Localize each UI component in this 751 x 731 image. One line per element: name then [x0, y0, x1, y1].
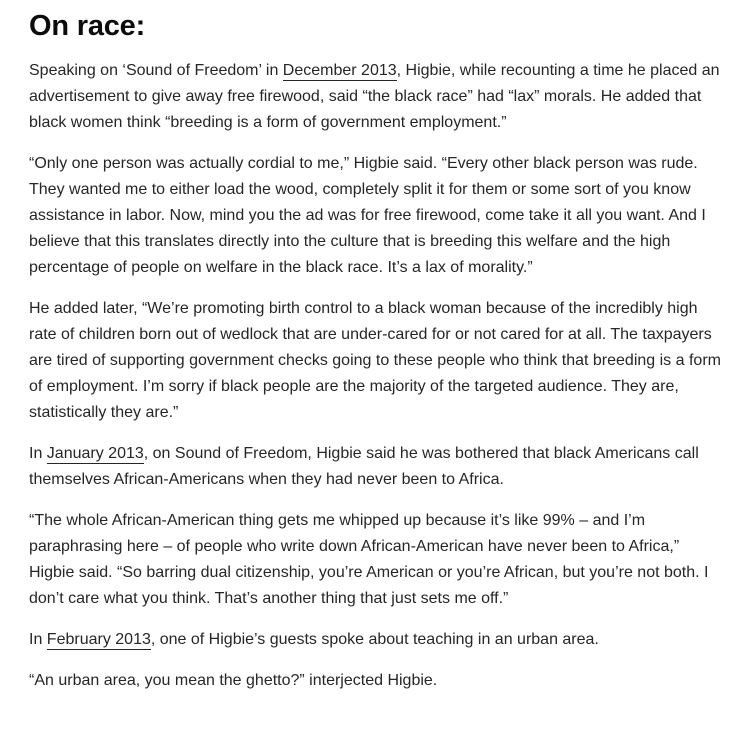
paragraph-6-text-before: In	[29, 631, 47, 648]
section-heading: On race:	[29, 10, 146, 42]
paragraph-6	[29, 627, 721, 653]
link-february-2013[interactable]: February 2013	[46, 631, 151, 648]
paragraph-1	[29, 58, 721, 136]
paragraph-2: “Only one person was actually cordial to me,” Higbie said. “Every other black person was rude. They wanted me to either load the wood, completely split it for them or some sort of you know assistance in labor. Now, mind you the ad was for free firewood, come take it all you want. And I believe that this translates directly into the culture that is breeding this welfare and the high percentage of people on welfare in the black race. It’s a lax of morality.”	[29, 155, 706, 276]
link-january-2013[interactable]: January 2013	[46, 445, 144, 462]
paragraph-5: “The whole African-American thing gets me whipped up because it’s like 99% – and I’m paraphrasing here – of people who write down African-American have never been to Africa,” Higbie said. “So barring dual citizenship, you’re American or you’re African, but you’re not both. I don’t care what you think. That’s another thing that just sets me off.”	[29, 512, 709, 607]
link-december-2013[interactable]: December 2013	[282, 62, 397, 79]
paragraph-3: He added later, “We’re promoting birth control to a black woman because of the incredibly high rate of children born out of wedlock that are under-cared for or not cared for at all. The taxpayers are tired of supporting government checks going to these people who think that breeding is a form of employment. I’m sorry if black people are the majority of the targeted audience. They are, statistically they are.”	[29, 300, 721, 421]
paragraph-4-text-after: , on Sound of Freedom, Higbie said he was bothered that black Americans call themselves African-Americans when they had never been to Africa.	[29, 445, 699, 488]
paragraph-1-text-before: Speaking on ‘Sound of Freedom’ in	[29, 62, 283, 79]
paragraph-4	[29, 441, 721, 493]
paragraph-7: “An urban area, you mean the ghetto?” interjected Higbie.	[29, 672, 438, 689]
paragraph-1-text-after: , Higbie, while recounting a time he placed an advertisement to give away free firewood, said “the black race” had “lax” morals. He added that black women think “breeding is a form of government employment.”	[29, 62, 720, 131]
paragraph-6-text-after: , one of Higbie’s guests spoke about teaching in an urban area.	[150, 631, 599, 648]
paragraph-4-text-before: In	[29, 445, 47, 462]
